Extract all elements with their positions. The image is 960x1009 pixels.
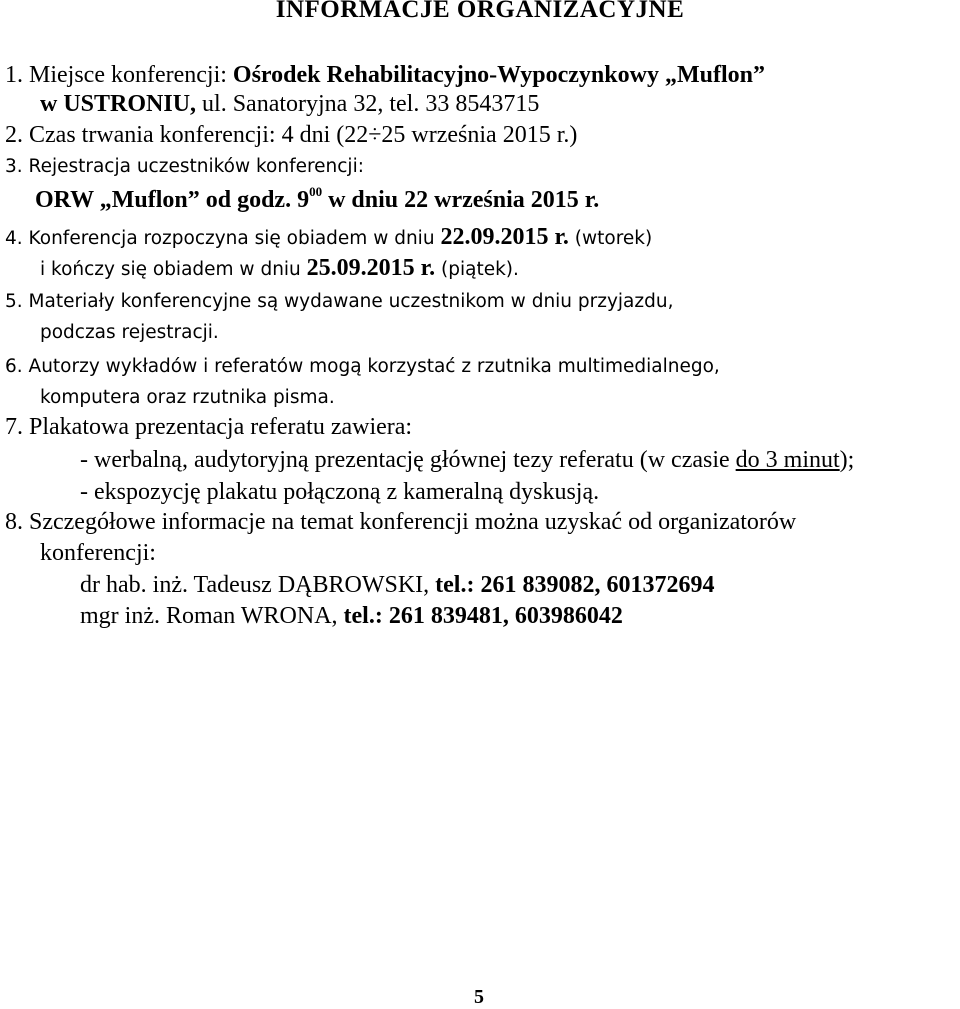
item-7-bullet-1-after: ); (839, 447, 855, 473)
item-1-label: Miejsce konferencji: (29, 62, 227, 88)
item-2-number: 2. (5, 122, 23, 148)
item-6-number: 6. (5, 356, 23, 377)
item-8-text-2: konferencji: (40, 540, 156, 566)
item-7-label: Plakatowa prezentacja referatu zawiera: (29, 414, 413, 440)
item-1-city: w USTRONIU, (40, 91, 197, 117)
item-3-line-2 (35, 185, 599, 215)
item-5-line-2 (40, 318, 219, 348)
item-4-end-day: (piątek). (441, 259, 519, 280)
item-3-line-1 (5, 152, 364, 182)
contact-name: dr hab. inż. Tadeusz DĄBROWSKI, (80, 572, 430, 598)
contact-row (80, 601, 623, 631)
item-3-date: w dniu 22 września 2015 r. (322, 187, 600, 213)
item-3-place-time: ORW „Muflon” od godz. 9 (35, 187, 310, 213)
item-4-start-text: Konferencja rozpoczyna się obiadem w dniu (28, 228, 435, 249)
item-8-line-2 (40, 538, 156, 568)
contact-row (80, 570, 714, 600)
item-6-text-2: komputera oraz rzutnika pisma. (40, 387, 335, 408)
item-5-number: 5. (5, 291, 23, 312)
item-4-line-1 (5, 222, 652, 254)
item-2-text-before: Czas trwania konferencji: 4 dni (22 (29, 122, 369, 148)
item-2-divide-sign: ÷ (368, 122, 382, 148)
item-3-label: Rejestracja uczestników konferencji: (28, 156, 364, 177)
item-3-time-sup: 00 (309, 184, 323, 199)
item-4-line-2 (40, 253, 519, 285)
contact-tel: 261 839481, (388, 603, 509, 629)
item-8-line-1 (5, 507, 796, 537)
item-7-bullet-1-before: - werbalną, audytoryjną prezentację głównej tezy referatu (w czasie (80, 447, 730, 473)
item-8-number: 8. (5, 509, 23, 535)
contact-mobile: 603986042 (514, 603, 623, 629)
contact-tel-label: tel.: (435, 572, 475, 598)
item-6-text-1: Autorzy wykładów i referatów mogą korzystać z rzutnika multimedialnego, (28, 356, 720, 377)
item-4-end-date: 25.09.2015 r. (306, 255, 436, 281)
item-8-text-1: Szczegółowe informacje na temat konferencji można uzyskać od organizatorów (29, 509, 797, 535)
item-4-start-day: (wtorek) (574, 228, 653, 249)
item-5-line-1 (5, 287, 673, 317)
contact-name: mgr inż. Roman WRONA, (80, 603, 338, 629)
item-4-number: 4. (5, 228, 23, 249)
item-7-number: 7. (5, 414, 23, 440)
contact-tel-label: tel.: (343, 603, 383, 629)
item-5-text-2: podczas rejestracji. (40, 322, 219, 343)
item-7-bullet-1-underlined: do 3 minut (735, 447, 840, 473)
item-5-text-1: Materiały konferencyjne są wydawane uczestnikom w dniu przyjazdu, (28, 291, 674, 312)
item-1-place: Ośrodek Rehabilitacyjno-Wypoczynkowy „Muflon” (232, 62, 765, 88)
contact-tel: 261 839082, (480, 572, 601, 598)
contact-mobile: 601372694 (606, 572, 715, 598)
item-7-bullet-2-text: - ekspozycję plakatu połączoną z kameralną dyskusją. (80, 479, 600, 505)
item-2-line (5, 120, 577, 150)
item-6-line-1 (5, 352, 720, 382)
item-1-address: ul. Sanatoryjna 32, tel. 33 8543715 (202, 91, 540, 117)
item-7-bullet-2 (80, 477, 599, 507)
item-1-line-2 (40, 89, 539, 119)
item-3-number: 3. (5, 156, 23, 177)
item-4-end-text: i kończy się obiadem w dniu (40, 259, 301, 280)
item-2-text-after: 25 września 2015 r.) (381, 122, 578, 148)
item-4-start-date: 22.09.2015 r. (440, 224, 569, 250)
item-7-line-1 (5, 412, 412, 442)
item-7-bullet-1 (80, 445, 854, 475)
item-6-line-2 (40, 383, 335, 413)
item-1-line-1 (5, 60, 765, 90)
page-title: INFORMACJE ORGANIZACYJNE (275, 0, 685, 23)
page-number: 5 (474, 986, 484, 1008)
item-1-number: 1. (5, 62, 23, 88)
